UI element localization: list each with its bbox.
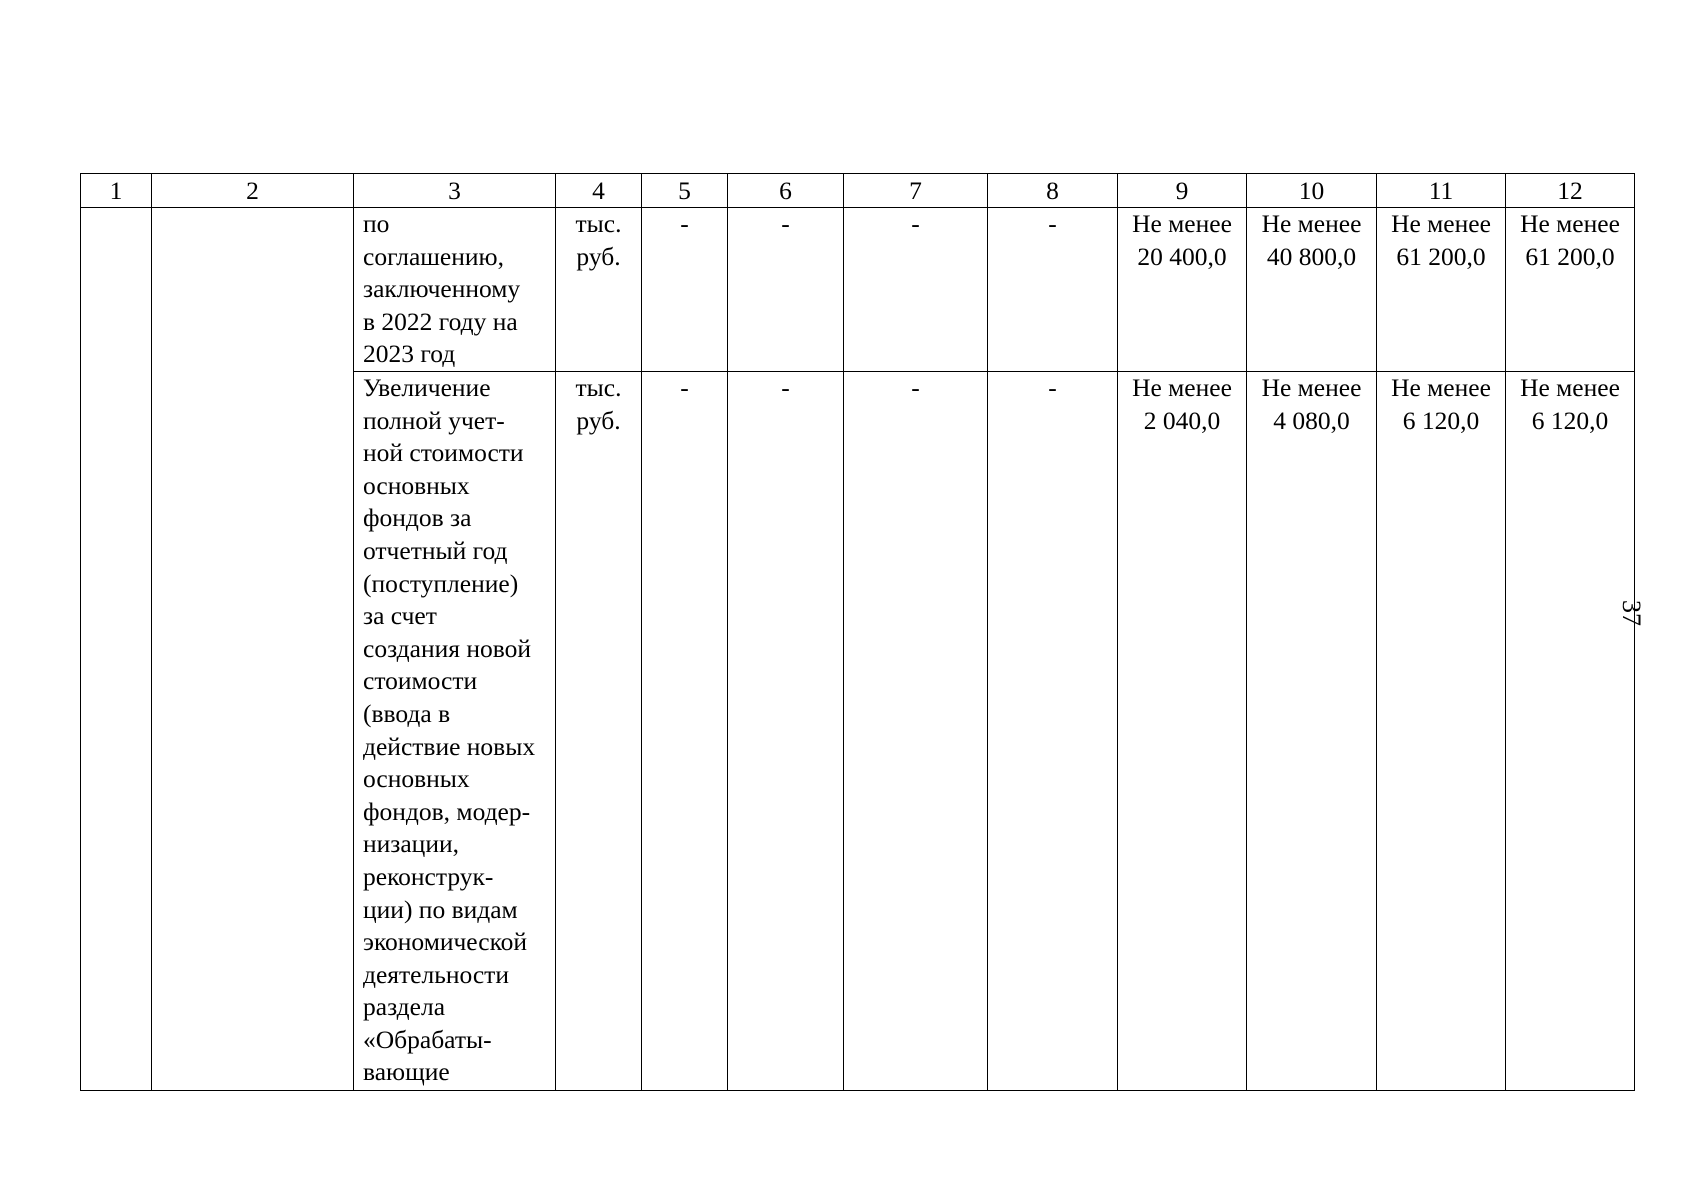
cell-name: [152, 208, 354, 1091]
cell-col7: -: [844, 208, 988, 372]
page-number: 37: [1617, 600, 1646, 626]
cell-unit: тыс. руб.: [556, 372, 642, 1091]
header-cell-2: 2: [152, 174, 354, 208]
cell-col8: -: [988, 372, 1118, 1091]
data-table: [80, 173, 1635, 1091]
cell-col8: -: [988, 208, 1118, 372]
cell-col10: Не менее 4 080,0: [1247, 372, 1377, 1091]
cell-col9: Не менее 2 040,0: [1118, 372, 1247, 1091]
cell-col7: -: [844, 372, 988, 1091]
cell-col5: -: [642, 208, 728, 372]
cell-unit: тыс. руб.: [556, 208, 642, 372]
header-cell-7: 7: [844, 174, 988, 208]
header-cell-5: 5: [642, 174, 728, 208]
header-cell-6: 6: [728, 174, 844, 208]
cell-col6: -: [728, 372, 844, 1091]
header-cell-12: 12: [1506, 174, 1635, 208]
header-cell-4: 4: [556, 174, 642, 208]
header-cell-8: 8: [988, 174, 1118, 208]
header-cell-10: 10: [1247, 174, 1377, 208]
cell-number: [81, 208, 152, 1091]
cell-col6: -: [728, 208, 844, 372]
header-cell-9: 9: [1118, 174, 1247, 208]
cell-col12: Не менее 61 200,0: [1506, 208, 1635, 372]
header-row: [81, 174, 1635, 208]
cell-col10: Не менее 40 800,0: [1247, 208, 1377, 372]
cell-col11: Не менее 6 120,0: [1377, 372, 1506, 1091]
cell-indicator: Увеличение полной учет- ной стоимости основных фондов за отчетный год (поступление) за счет создания новой стоимости (ввода в действие новых основных фондов, модер- низации, реконструк- ции) по видам экономической деятельности раздела «Обрабаты- вающие: [354, 372, 556, 1091]
cell-indicator: по соглашению, заключенному в 2022 году на 2023 год: [354, 208, 556, 372]
header-cell-1: 1: [81, 174, 152, 208]
cell-col11: Не менее 61 200,0: [1377, 208, 1506, 372]
table-row: [81, 208, 1635, 372]
cell-col9: Не менее 20 400,0: [1118, 208, 1247, 372]
header-cell-11: 11: [1377, 174, 1506, 208]
cell-col5: -: [642, 372, 728, 1091]
header-cell-3: 3: [354, 174, 556, 208]
cell-col12: Не менее 6 120,0: [1506, 372, 1635, 1091]
